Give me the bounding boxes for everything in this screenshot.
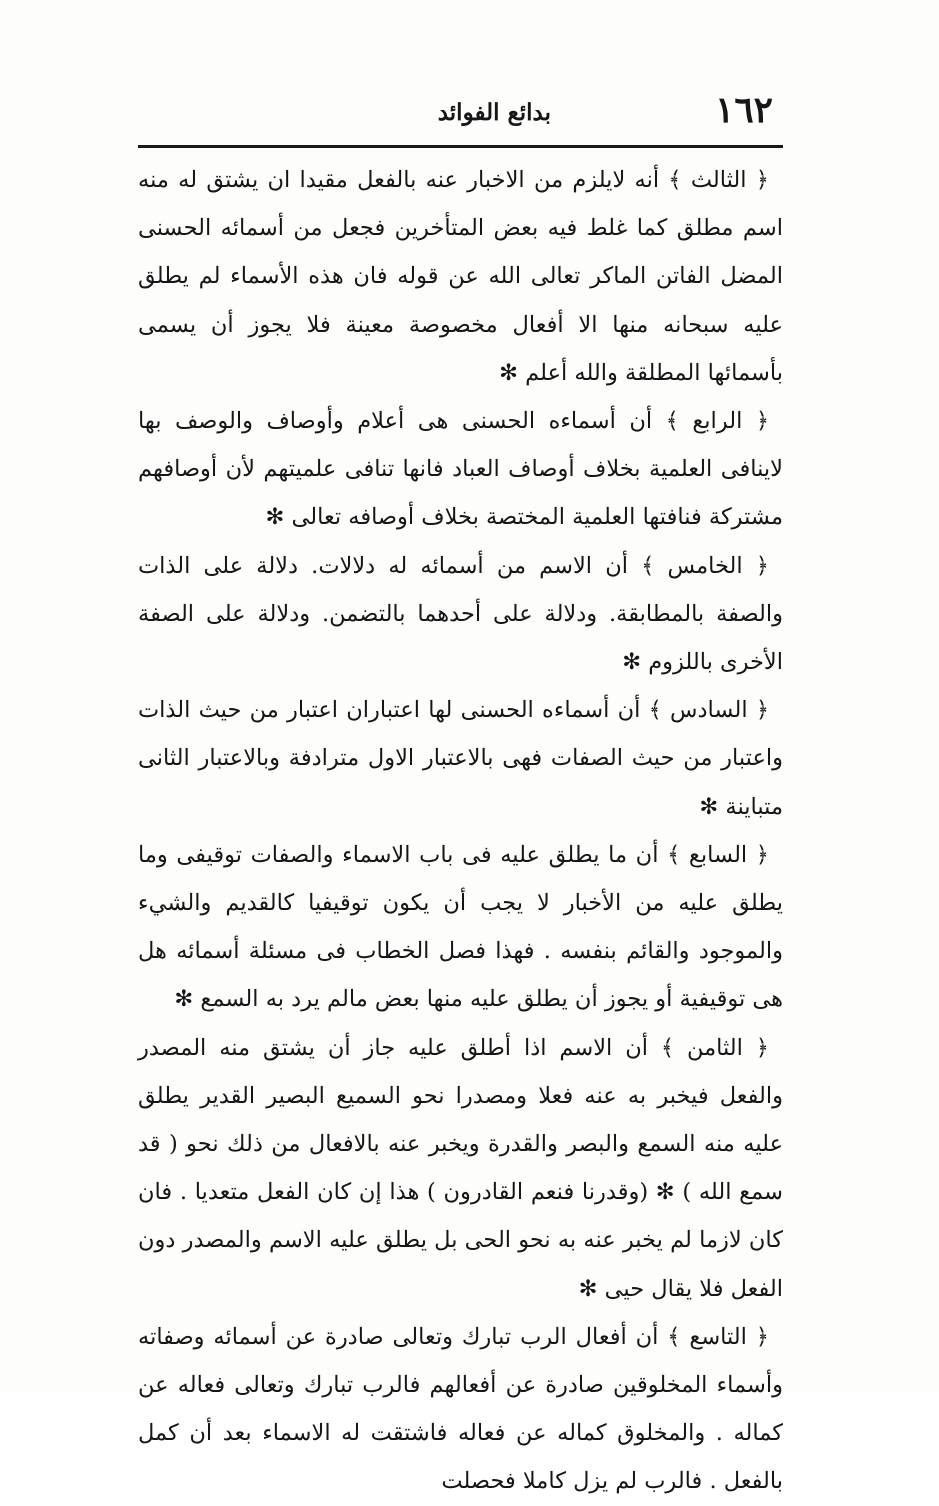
paragraph-eighth: ﴿ الثامن ﴾ أن الاسم اذا أطلق عليه جاز أن يشتق منه المصدر والفعل فيخبر به عنه فعلا ومصدرا نحو السميع البصير القدير يطلق عليه منه السمع والبصر والقدرة ويخبر عنه بالافعال من ذلك نحو ( قد سمع الله ) ✻ (وقدرنا فنعم القادرون ) هذا إن كان الفعل متعديا . فان كان لازما لم يخبر عنه به نحو الحى بل يطلق عليه الاسم والمصدر دون الفعل فلا يقال حيى ✻ — [138, 1034, 783, 1302]
paragraph-ninth: ﴿ التاسع ﴾ أن أفعال الرب تبارك وتعالى صادرة عن أسمائه وصفاته وأسماء المخلوقين صادرة عن أفعالهم فالرب تبارك وتعالى فعاله عن كماله . والمخلوق كماله عن فعاله فاشتقت له الاسماء بعد أن كمل بالفعل . فالرب لم يزل كاملا فحصلت — [138, 1323, 783, 1495]
paragraph-sixth: ﴿ السادس ﴾ أن أسماءه الحسنى لها اعتباران اعتبار من حيث الذات واعتبار من حيث الصفات فهى بالاعتبار الاول مترادفة وبالاعتبار الثانى متباينة ✻ — [138, 697, 783, 820]
header-divider — [138, 145, 783, 148]
page-header — [138, 88, 783, 146]
paragraph-fourth: ﴿ الرابع ﴾ أن أسماءه الحسنى هى أعلام وأوصاف والوصف بها لاينافى العلمية بخلاف أوصاف العباد فانها تنافى علميتهم لأن أوصافهم مشتركة فنافتها العلمية المختصة بخلاف أوصافه تعالى ✻ — [138, 408, 783, 531]
paragraph-seventh: ﴿ السابع ﴾ أن ما يطلق عليه فى باب الاسماء والصفات توقيفى وما يطلق عليه من الأخبار لا يجب أن يكون توقيفيا كالقديم والشيء والموجود والقائم بنفسه . فهذا فصل الخطاب فى مسئلة أسمائه هل هى توقيفية أو يجوز أن يطلق عليه منها بعض مالم يرد به السمع ✻ — [138, 841, 783, 1013]
paragraph-third: ﴿ الثالث ﴾ أنه لايلزم من الاخبار عنه بالفعل مقيدا ان يشتق له منه اسم مطلق كما غلط فيه بعض المتأخرين فجعل من أسمائه الحسنى المضل الفاتن الماكر تعالى الله عن قوله فان هذه الأسماء لم يطلق عليه سبحانه منها الا أفعال مخصوصة معينة فلا يجوز أن يسمى بأسمائها المطلقة والله أعلم ✻ — [138, 167, 783, 386]
paragraph-fifth: ﴿ الخامس ﴾ أن الاسم من أسمائه له دلالات. دلالة على الذات والصفة بالمطابقة. ودلالة على أحدهما بالتضمن. ودلالة على الصفة الأخرى باللزوم ✻ — [138, 552, 783, 676]
page-body — [138, 156, 783, 1506]
running-title: بدائع الفوائد — [437, 99, 551, 126]
page-number: ١٦٢ — [714, 89, 773, 131]
